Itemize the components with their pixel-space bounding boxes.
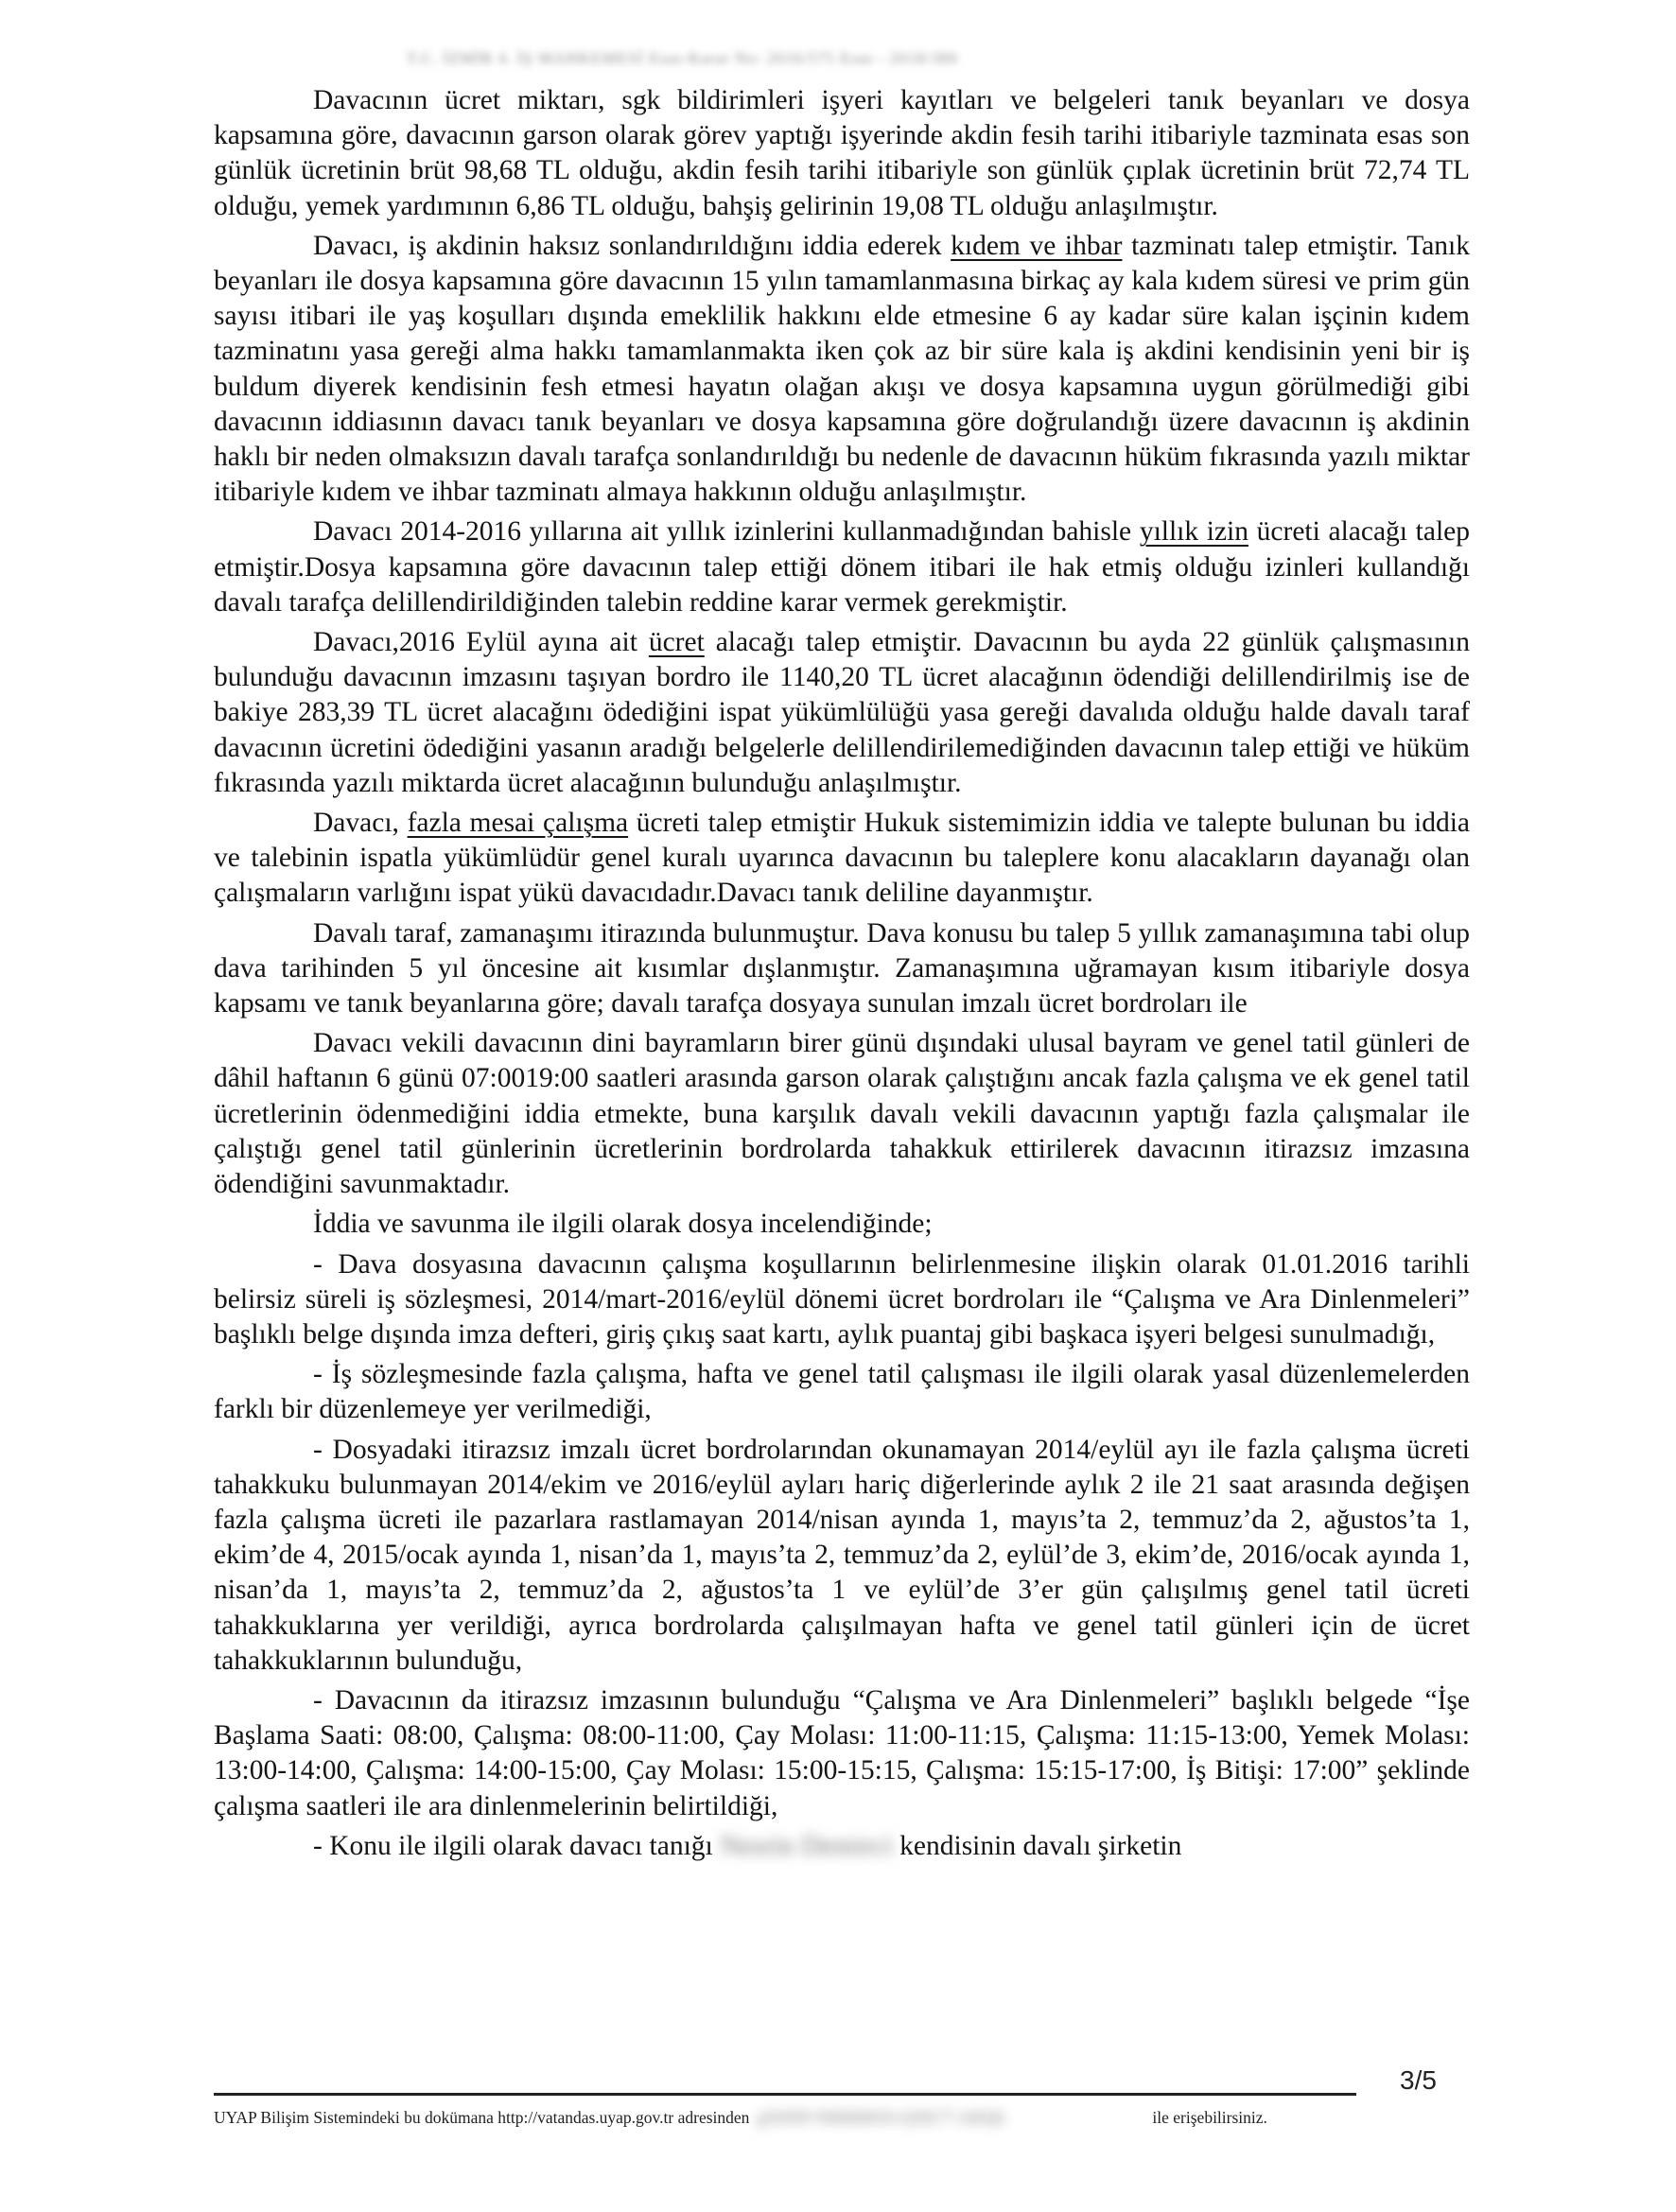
text-run: alacağı talep etmiştir. Davacının bu ayda 22 günlük çalışmasının bulunduğu davacının imzasını taşıyan bordro ile 1140,20 TL ücret alacağının ödendiği delillendirilmiş ise de bakiye 283,39 TL ücret alacağını ödediğini ispat yükümlülüğü yasa gereği davalıda olduğu halde davalı taraf davacının ücretini ödediğini yasanın aradığı belgelerle delillendirilemediğinden davacının talep ettiği ve hüküm fıkrasında yazılı miktarda ücret alacağının bulunduğu anlaşılmıştır.: [214, 627, 1470, 798]
underlined-term: kıdem ve ihbar: [951, 230, 1123, 261]
footer-redacted-code: gXHNP-NMMMOO-QXK77-A8iQh: [757, 2108, 1004, 2127]
underlined-term: fazla mesai çalışma: [407, 808, 629, 839]
text-run: Davacı,: [313, 808, 408, 839]
paragraph: [214, 1683, 1470, 1824]
paragraph: [214, 1433, 1470, 1679]
paragraph: [214, 1207, 1470, 1242]
text-run: - İş sözleşmesinde fazla çalışma, hafta ve genel tatil çalışması ile ilgili olarak yasal düzenlemelerden farklı bir düzenlemeye yer verilmediği,: [214, 1359, 1470, 1425]
paragraph: [214, 229, 1470, 511]
paragraph: [214, 1026, 1470, 1202]
text-run: Davacı, iş akdinin haksız sonlandırıldığını iddia ederek: [313, 230, 951, 261]
text-run: - Davacının da itirazsız imzasının bulunduğu “Çalışma ve Ara Dinlenmeleri” başlıklı belgede “İşe Başlama Saati: 08:00, Çalışma: 08:00-11:00, Çay Molası: 11:00-11:15, Çalışma: 11:15-13:00, Yemek Molası: 13:00-14:00, Çalışma: 14:00-15:00, Çay Molası: 15:00-15:15, Çalışma: 15:15-17:00, İş Bitişi: 17:00” şeklinde çalışma saatleri ile ara dinlenmelerinin belirtildiği,: [214, 1684, 1470, 1821]
text-run: Davalı taraf, zamanaşımı itirazında bulunmuştur. Dava konusu bu talep 5 yıllık zamanaşımına tabi olup dava tarihinden 5 yıl öncesine ait kısımlar dışlanmıştır. Zamanaşımına uğramayan kısım itibariyle dosya kapsamı ve tanık beyanlarına göre; davalı tarafça dosyaya sunulan imzalı ücret bordroları ile: [214, 917, 1470, 1019]
footer-note: [214, 2108, 1267, 2128]
text-run: - Konu ile ilgili olarak davacı tanığı: [313, 1830, 721, 1861]
footer-divider: [214, 2093, 1356, 2096]
underlined-term: ücret: [648, 627, 705, 658]
text-run: Davacı vekili davacının dini bayramların birer günü dışındaki ulusal bayram ve genel tatil günleri de dâhil haftanın 6 günü 07:0019:00 saatleri arasında garson olarak çalıştığını ancak fazla çalışma ve ek genel tatil ücretlerinin ödenmediğini iddia etmekte, buna karşılık davalı vekili davacının yaptığı fazla çalışmalar ile çalıştığı genel tatil günlerinin ücretlerinin bordrolarda tahakkuk ettirilerek davacının itirazsız imzasına ödendiğini savunmaktadır.: [214, 1028, 1470, 1200]
page-number: 3/5: [1400, 2065, 1437, 2095]
redacted-name: Nesrin Demirci: [720, 1830, 893, 1861]
text-run: Davacı 2014-2016 yıllarına ait yıllık izinlerini kullanmadığından bahisle: [313, 516, 1140, 548]
document-body: [214, 83, 1470, 1864]
text-run: - Dava dosyasına davacının çalışma koşullarının belirlenmesine ilişkin olarak 01.01.2016 tarihli belirsiz süreli iş sözleşmesi, 2014/mart-2016/eylül dönemi ücret bordroları ile “Çalışma ve Ara Dinlenmeleri” başlıklı belge dışında imza defteri, giriş çıkış saat kartı, aylık puantaj gibi başkaca işyeri belgesi sunulmadığı,: [214, 1248, 1470, 1350]
paragraph: [214, 916, 1470, 1022]
text-run: kendisinin davalı şirketin: [892, 1830, 1182, 1861]
text-run: Davacının ücret miktarı, sgk bildirimleri işyeri kayıtları ve belgeleri tanık beyanları ve dosya kapsamına göre, davacının garson olarak görev yaptığı işyerinde akdin fesih tarihi itibariyle tazminata esas son günlük ücretinin brüt 98,68 TL olduğu, akdin fesih tarihi itibariyle son günlük çıplak ücretinin brüt 72,74 TL olduğu, yemek yardımının 6,86 TL olduğu, bahşiş gelirinin 19,08 TL olduğu anlaşılmıştır.: [214, 85, 1470, 221]
text-run: - Dosyadaki itirazsız imzalı ücret bordrolarından okunamayan 2014/eylül ayı ile fazla çalışma ücreti tahakkuku bulunmayan 2014/ekim ve 2016/eylül ayları hariç diğerlerinde aylık 2 ile 21 saat arasında değişen fazla çalışma ücreti ile pazarlara rastlamayan 2014/nisan ayında 1, mayıs’ta 2, temmuz’da 2, ağustos’ta 1, ekim’de 4, 2015/ocak ayında 1, nisan’da 1, mayıs’ta 2, temmuz’da 2, eylül’de 3, ekim’de, 2016/ocak ayında 1, nisan’da 1, mayıs’ta 2, temmuz’da 2, ağustos’ta 1 ve eylül’de 3’er gün çalışılmış genel tatil ücreti tahakkuklarına yer verildiği, ayrıca bordrolarda çalışılmayan hafta ve genel tatil günleri için de ücret tahakkuklarının bulunduğu,: [214, 1434, 1470, 1676]
text-run: Davacı,2016 Eylül ayına ait: [313, 627, 649, 658]
underlined-term: yıllık izin: [1139, 516, 1248, 548]
text-run: tazminatı talep etmiştir. Tanık beyanları ile dosya kapsamına göre davacının 15 yılın tamamlanmasına birkaç ay kala kıdem süresi ve prim gün sayısı itibari ile yaş koşulları dışında emeklilik hakkını elde etmesine 6 ay kadar süre kalan işçinin kıdem tazminatını yasa gereği alma hakkı tamamlanmakta iken çok az bir süre kala iş akdini kendisinin yeni bir iş buldum diyerek kendisinin fesh etmesi hayatın olağan akışı ve dosya kapsamına uygun görülmediği gibi davacının iddiasının davacı tanık beyanları ve dosya kapsamına göre doğrulandığı üzere davacının iş akdinin haklı bir neden olmaksızın davalı tarafça sonlandırıldığı bu nedenle de davacının hüküm fıkrasında yazılı miktar itibariyle kıdem ve ihbar tazminatı almaya hakkının olduğu anlaşılmıştır.: [214, 230, 1470, 508]
paragraph: [214, 1247, 1470, 1353]
text-run: İddia ve savunma ile ilgili olarak dosya incelendiğinde;: [313, 1209, 933, 1240]
paragraph: [214, 1829, 1470, 1864]
court-header: T.C. İZMİR 4. İŞ MAHKEMESİ Esas-Karar No: 2016/575 Esas - 2018/389: [407, 49, 958, 67]
footer-prefix: UYAP Bilişim Sistemindeki bu dokümana http://vatandas.uyap.gov.tr adresinden: [214, 2108, 750, 2127]
text-run: ücreti alacağı talep etmiştir.Dosya kapsamına göre davacının talep ettiği dönem itibari ile hak etmiş olduğu izinleri kullandığı davalı tarafça delillendirildiğinden talebin reddine karar vermek gerekmiştir.: [214, 516, 1470, 618]
text-run: ücreti talep etmiştir Hukuk sistemimizin iddia ve talepte bulunan bu iddia ve talebinin ispatla yükümlüdür genel kuralı uyarınca davacının bu taleplere konu alacakların dayanağı olan çalışmaların varlığını ispat yükü davacıdadır.Davacı tanık deliline dayanmıştır.: [214, 808, 1471, 909]
footer-suffix: ile erişebilirsiniz.: [1152, 2108, 1267, 2127]
paragraph: [214, 514, 1470, 620]
paragraph: [214, 625, 1470, 801]
paragraph: [214, 806, 1470, 912]
paragraph: [214, 83, 1470, 224]
paragraph: [214, 1357, 1470, 1427]
